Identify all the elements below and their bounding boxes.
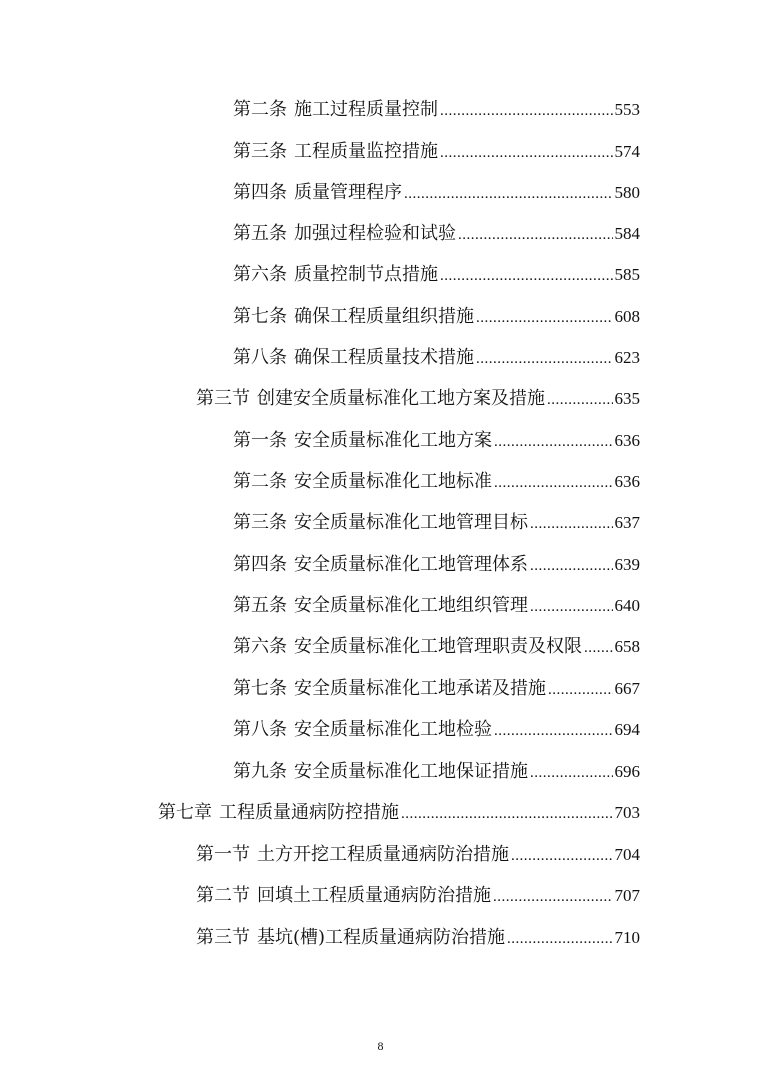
toc-entry[interactable]	[233, 263, 640, 288]
toc-entry-number: 第二条	[233, 471, 287, 492]
toc-entry[interactable]	[233, 98, 640, 123]
dot-leader	[530, 595, 613, 619]
toc-entry-page: 640	[614, 596, 640, 615]
dot-leader	[530, 554, 613, 578]
page-number: 8	[377, 1039, 384, 1053]
toc-entry-title: 安全质量标准化工地管理体系	[294, 554, 528, 575]
toc-entry-title: 安全质量标准化工地方案	[294, 430, 492, 451]
toc-entry-number: 第三节	[196, 388, 250, 409]
toc-entry-number: 第四条	[233, 182, 287, 203]
dot-leader	[507, 927, 612, 951]
toc-entry[interactable]	[233, 677, 640, 702]
toc-entry-page: 574	[614, 142, 640, 161]
toc-entry-title: 安全质量标准化工地标准	[294, 471, 492, 492]
toc-entry-title: 基坑(槽)工程质量通病防治措施	[257, 927, 506, 948]
dot-leader	[440, 141, 613, 165]
toc-entry-title: 工程质量监控措施	[294, 141, 438, 162]
toc-entry-page: 553	[614, 100, 640, 119]
toc-entry-number: 第三条	[233, 141, 287, 162]
toc-entry-number: 第八条	[233, 719, 287, 740]
toc-entry-title: 安全质量标准化工地保证措施	[294, 761, 528, 782]
toc-entry[interactable]	[233, 470, 640, 495]
dot-leader	[440, 264, 613, 288]
toc-entry[interactable]	[233, 635, 640, 660]
toc-entry[interactable]	[196, 884, 640, 909]
toc-entry-title: 安全质量标准化工地管理目标	[294, 512, 528, 533]
toc-entry-number: 第七章	[158, 802, 212, 823]
toc-entry-page: 658	[614, 637, 640, 656]
toc-entry-page: 580	[614, 183, 640, 202]
toc-entry[interactable]	[233, 140, 640, 165]
dot-leader	[476, 347, 613, 371]
toc-entry-title: 安全质量标准化工地承诺及措施	[294, 678, 546, 699]
toc-entry-number: 第九条	[233, 761, 287, 782]
dot-leader	[493, 885, 613, 909]
toc-entry[interactable]	[158, 801, 640, 826]
toc-entry[interactable]	[233, 429, 640, 454]
toc-entry-title: 施工过程质量控制	[294, 99, 438, 120]
toc-entry-page: 623	[614, 348, 640, 367]
toc-entry-page: 636	[614, 431, 640, 450]
toc-entry-number: 第六条	[233, 264, 287, 285]
toc-entry-page: 584	[614, 224, 640, 243]
dot-leader	[404, 182, 613, 206]
toc-entry-title: 质量管理程序	[294, 182, 402, 203]
dot-leader	[511, 844, 613, 868]
dot-leader	[476, 306, 613, 330]
toc-entry-number: 第八条	[233, 347, 287, 368]
toc-entry[interactable]	[233, 553, 640, 578]
toc-entry-number: 第一节	[196, 844, 250, 865]
toc-entry-number: 第四条	[233, 554, 287, 575]
toc-entry-number: 第五条	[233, 223, 287, 244]
toc-entry-title: 安全质量标准化工地检验	[294, 719, 492, 740]
toc-entry-number: 第七条	[233, 678, 287, 699]
toc-entry-number: 第二节	[196, 885, 250, 906]
dot-leader	[547, 388, 613, 412]
toc-entry[interactable]	[233, 718, 640, 743]
toc-entry[interactable]	[233, 346, 640, 371]
toc-entry-page: 696	[614, 762, 640, 781]
toc-entry-page: 636	[614, 472, 640, 491]
toc-entry-page: 637	[614, 513, 640, 532]
toc-entry[interactable]	[196, 387, 640, 412]
toc-entry-page: 608	[614, 307, 640, 326]
toc-entry[interactable]	[233, 181, 640, 206]
dot-leader	[584, 636, 613, 660]
toc-entry-page: 694	[614, 720, 640, 739]
toc-entry-number: 第一条	[233, 430, 287, 451]
toc-entry-title: 土方开挖工程质量通病防治措施	[257, 844, 509, 865]
toc-entry-title: 工程质量通病防控措施	[219, 802, 399, 823]
toc-entry-page: 703	[614, 803, 640, 822]
toc-entry-page: 707	[614, 886, 640, 905]
toc-entry-title: 确保工程质量技术措施	[294, 347, 474, 368]
toc-entry[interactable]	[233, 222, 640, 247]
toc-entry-number: 第五条	[233, 595, 287, 616]
toc-entry[interactable]	[196, 926, 640, 951]
dot-leader	[494, 719, 613, 743]
toc-entry-number: 第六条	[233, 636, 287, 657]
toc-entry-title: 安全质量标准化工地组织管理	[294, 595, 528, 616]
toc-entry-title: 创建安全质量标准化工地方案及措施	[257, 388, 545, 409]
toc-entry-page: 667	[614, 679, 640, 698]
toc-entry[interactable]	[233, 305, 640, 330]
toc-entry-page: 704	[614, 845, 640, 864]
toc-entry[interactable]	[233, 760, 640, 785]
toc-entry-number: 第二条	[233, 99, 287, 120]
toc-entry-title: 安全质量标准化工地管理职责及权限	[294, 636, 582, 657]
toc-entry-number: 第三条	[233, 512, 287, 533]
toc-entry-title: 加强过程检验和试验	[294, 223, 456, 244]
toc-entry-number: 第三节	[196, 927, 250, 948]
dot-leader	[494, 471, 613, 495]
dot-leader	[458, 223, 613, 247]
toc-entry[interactable]	[233, 511, 640, 536]
toc-entry-page: 710	[614, 928, 640, 947]
dot-leader	[440, 99, 613, 123]
toc-entry-page: 585	[614, 265, 640, 284]
toc-entry-title: 确保工程质量组织措施	[294, 306, 474, 327]
dot-leader	[401, 802, 613, 826]
toc-entry[interactable]	[196, 843, 640, 868]
dot-leader	[530, 512, 613, 536]
toc-entry-page: 639	[614, 555, 640, 574]
toc-entry-page: 635	[614, 389, 640, 408]
toc-entry[interactable]	[233, 594, 640, 619]
dot-leader	[494, 430, 613, 454]
dot-leader	[548, 678, 613, 702]
toc-entry-number: 第七条	[233, 306, 287, 327]
dot-leader	[530, 761, 613, 785]
toc-entry-title: 质量控制节点措施	[294, 264, 438, 285]
toc-entry-title: 回填土工程质量通病防治措施	[257, 885, 491, 906]
